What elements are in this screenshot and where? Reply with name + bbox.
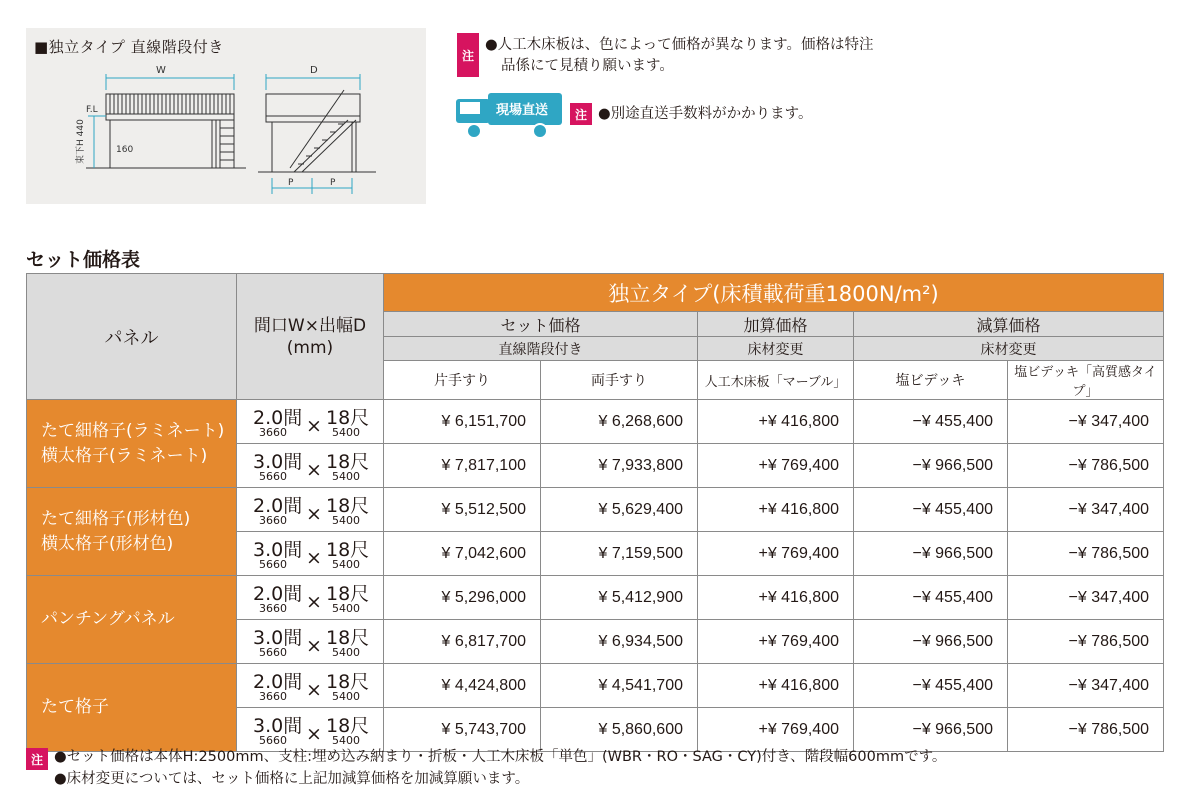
size-w-mm: 3660	[259, 689, 287, 703]
price-one-handrail: ¥ 5,512,500	[384, 488, 541, 532]
truck-label: 現場直送	[496, 103, 549, 118]
header-straight-stairs: 直線階段付き	[384, 337, 698, 361]
price-sub-salt-deck: −¥ 966,500	[854, 444, 1008, 488]
size-w-mm: 5660	[259, 557, 287, 571]
size-d: 18尺	[326, 494, 370, 517]
size-d-mm: 5400	[332, 601, 360, 615]
price-add-marble: +¥ 416,800	[698, 400, 854, 444]
price-add-marble: +¥ 769,400	[698, 620, 854, 664]
price-sub-salt-deck-hq: −¥ 347,400	[1008, 400, 1164, 444]
panel-name-line1: パンチングパネル	[41, 609, 175, 629]
header-one-handrail: 片手すり	[384, 361, 541, 400]
section-title: セット価格表	[26, 249, 141, 271]
price-one-handrail: ¥ 4,424,800	[384, 664, 541, 708]
label-p1: P	[288, 178, 294, 188]
note-tag-top: 注	[457, 33, 479, 77]
size-cell	[237, 400, 384, 444]
price-sub-salt-deck: −¥ 455,400	[854, 400, 1008, 444]
size-cell	[237, 532, 384, 576]
note-top-1-line2: 品係にて見積り願います。	[501, 58, 674, 74]
header-set-price: セット価格	[384, 312, 698, 337]
header-add-price: 加算価格	[698, 312, 854, 337]
header-sub-price: 減算価格	[854, 312, 1164, 337]
size-cell	[237, 444, 384, 488]
price-one-handrail: ¥ 7,817,100	[384, 444, 541, 488]
size-d: 18尺	[326, 538, 370, 561]
size-w: 3.0間	[253, 626, 303, 649]
price-both-handrail: ¥ 7,933,800	[541, 444, 698, 488]
size-x: ×	[306, 678, 322, 701]
size-w: 2.0間	[253, 582, 303, 605]
size-x: ×	[306, 414, 322, 437]
panel-name-line2: 横太格子(形材色)	[41, 533, 174, 554]
table-row	[27, 400, 1164, 444]
price-add-marble: +¥ 769,400	[698, 532, 854, 576]
price-sub-salt-deck: −¥ 455,400	[854, 488, 1008, 532]
size-cell	[237, 488, 384, 532]
price-add-marble: +¥ 416,800	[698, 664, 854, 708]
label-d: D	[310, 65, 318, 76]
truck-icon	[456, 93, 564, 143]
group-title: 独立タイプ(床積載荷重1800N/m²)	[384, 274, 1164, 312]
bottom-note-line1: ●セット価格は本体H:2500mm、支柱:埋め込み納まり・折板・人工木床板「単色」(WBR・RO・SAG・CY)付き、階段幅600mmです。	[54, 749, 947, 765]
price-sub-salt-deck-hq: −¥ 786,500	[1008, 620, 1164, 664]
label-fl: F.L	[86, 105, 98, 115]
size-cell	[237, 664, 384, 708]
front-railing-bars	[110, 94, 230, 114]
note-top-1	[485, 35, 874, 77]
size-w: 2.0間	[253, 670, 303, 693]
size-x: ×	[306, 502, 322, 525]
note-tag-bottom: 注	[26, 748, 48, 770]
price-add-marble: +¥ 416,800	[698, 576, 854, 620]
size-d: 18尺	[326, 450, 370, 473]
price-both-handrail: ¥ 5,860,600	[541, 708, 698, 752]
col-size-header	[237, 274, 384, 400]
col-size-header-line2: (mm)	[286, 337, 334, 358]
bottom-note-line2: ●床材変更については、セット価格に上記加減算価格を加減算願います。	[54, 771, 530, 787]
panel-name	[27, 400, 237, 488]
price-sub-salt-deck: −¥ 455,400	[854, 664, 1008, 708]
size-d: 18尺	[326, 582, 370, 605]
size-x: ×	[306, 634, 322, 657]
header-floor-change-sub: 床材変更	[854, 337, 1164, 361]
size-d-mm: 5400	[332, 469, 360, 483]
size-w-mm: 3660	[259, 601, 287, 615]
panel-name-line1: たて格子	[41, 697, 109, 717]
price-table	[26, 273, 1164, 752]
size-cell	[237, 620, 384, 664]
price-sub-salt-deck-hq: −¥ 786,500	[1008, 444, 1164, 488]
size-w: 2.0間	[253, 494, 303, 517]
size-d-mm: 5400	[332, 557, 360, 571]
price-sub-salt-deck-hq: −¥ 347,400	[1008, 488, 1164, 532]
label-w: W	[156, 65, 166, 76]
panel-name-line1: たて細格子(形材色)	[41, 508, 191, 529]
size-cell	[237, 708, 384, 752]
size-d: 18尺	[326, 626, 370, 649]
price-one-handrail: ¥ 5,296,000	[384, 576, 541, 620]
size-w: 3.0間	[253, 538, 303, 561]
header-salt-deck-hq: 塩ビデッキ「高質感タイプ」	[1008, 361, 1164, 400]
header-both-handrail: 両手すり	[541, 361, 698, 400]
price-sub-salt-deck: −¥ 966,500	[854, 532, 1008, 576]
price-both-handrail: ¥ 6,268,600	[541, 400, 698, 444]
table-row	[27, 576, 1164, 620]
size-w: 3.0間	[253, 450, 303, 473]
price-one-handrail: ¥ 6,817,700	[384, 620, 541, 664]
panel-name-line1: たて細格子(ラミネート)	[41, 420, 225, 441]
price-sub-salt-deck-hq: −¥ 347,400	[1008, 576, 1164, 620]
price-sub-salt-deck-hq: −¥ 786,500	[1008, 708, 1164, 752]
price-one-handrail: ¥ 6,151,700	[384, 400, 541, 444]
size-w: 2.0間	[253, 406, 303, 429]
size-d: 18尺	[326, 406, 370, 429]
size-d-mm: 5400	[332, 425, 360, 439]
price-one-handrail: ¥ 7,042,600	[384, 532, 541, 576]
price-both-handrail: ¥ 4,541,700	[541, 664, 698, 708]
label-p2: P	[330, 178, 336, 188]
price-sub-salt-deck: −¥ 455,400	[854, 576, 1008, 620]
size-w-mm: 5660	[259, 645, 287, 659]
price-one-handrail: ¥ 5,743,700	[384, 708, 541, 752]
size-cell	[237, 576, 384, 620]
size-w: 3.0間	[253, 714, 303, 737]
price-both-handrail: ¥ 5,629,400	[541, 488, 698, 532]
panel-name	[27, 664, 237, 752]
size-w-mm: 3660	[259, 513, 287, 527]
illustration-title: ■独立タイプ 直線階段付き	[34, 38, 224, 56]
price-add-marble: +¥ 769,400	[698, 708, 854, 752]
table-row	[27, 664, 1164, 708]
price-both-handrail: ¥ 7,159,500	[541, 532, 698, 576]
panel-name	[27, 576, 237, 664]
size-w-mm: 5660	[259, 469, 287, 483]
price-sub-salt-deck: −¥ 966,500	[854, 620, 1008, 664]
price-add-marble: +¥ 769,400	[698, 444, 854, 488]
price-sub-salt-deck: −¥ 966,500	[854, 708, 1008, 752]
label-160: 160	[116, 145, 134, 155]
header-marble: 人工木床板「マーブル」	[698, 361, 854, 400]
price-sub-salt-deck-hq: −¥ 786,500	[1008, 532, 1164, 576]
size-w-mm: 5660	[259, 733, 287, 747]
note-tag-truck: 注	[570, 103, 592, 125]
panel-name	[27, 488, 237, 576]
deck-illustration-panel	[26, 28, 426, 204]
price-both-handrail: ¥ 5,412,900	[541, 576, 698, 620]
size-d-mm: 5400	[332, 645, 360, 659]
price-add-marble: +¥ 416,800	[698, 488, 854, 532]
col-size-header-line1: 間口W×出幅D	[253, 315, 367, 336]
size-d: 18尺	[326, 670, 370, 693]
deck-elevation-drawings	[26, 28, 426, 204]
bottom-notes	[54, 746, 946, 790]
size-x: ×	[306, 458, 322, 481]
panel-name-line2: 横太格子(ラミネート)	[41, 445, 208, 466]
size-d: 18尺	[326, 714, 370, 737]
label-height: 束下H 440	[76, 119, 86, 164]
header-salt-deck: 塩ビデッキ	[854, 361, 1008, 400]
size-d-mm: 5400	[332, 513, 360, 527]
size-d-mm: 5400	[332, 689, 360, 703]
size-d-mm: 5400	[332, 733, 360, 747]
size-x: ×	[306, 722, 322, 745]
note-top-2: ●別途直送手数料がかかります。	[598, 106, 813, 122]
col-panel-header: パネル	[27, 274, 237, 400]
size-x: ×	[306, 590, 322, 613]
price-both-handrail: ¥ 6,934,500	[541, 620, 698, 664]
price-sub-salt-deck-hq: −¥ 347,400	[1008, 664, 1164, 708]
header-floor-change-add: 床材変更	[698, 337, 854, 361]
table-row	[27, 488, 1164, 532]
note-top-1-line1: ●人工木床板は、色によって価格が異なります。価格は特注	[485, 37, 874, 53]
size-w-mm: 3660	[259, 425, 287, 439]
size-x: ×	[306, 546, 322, 569]
